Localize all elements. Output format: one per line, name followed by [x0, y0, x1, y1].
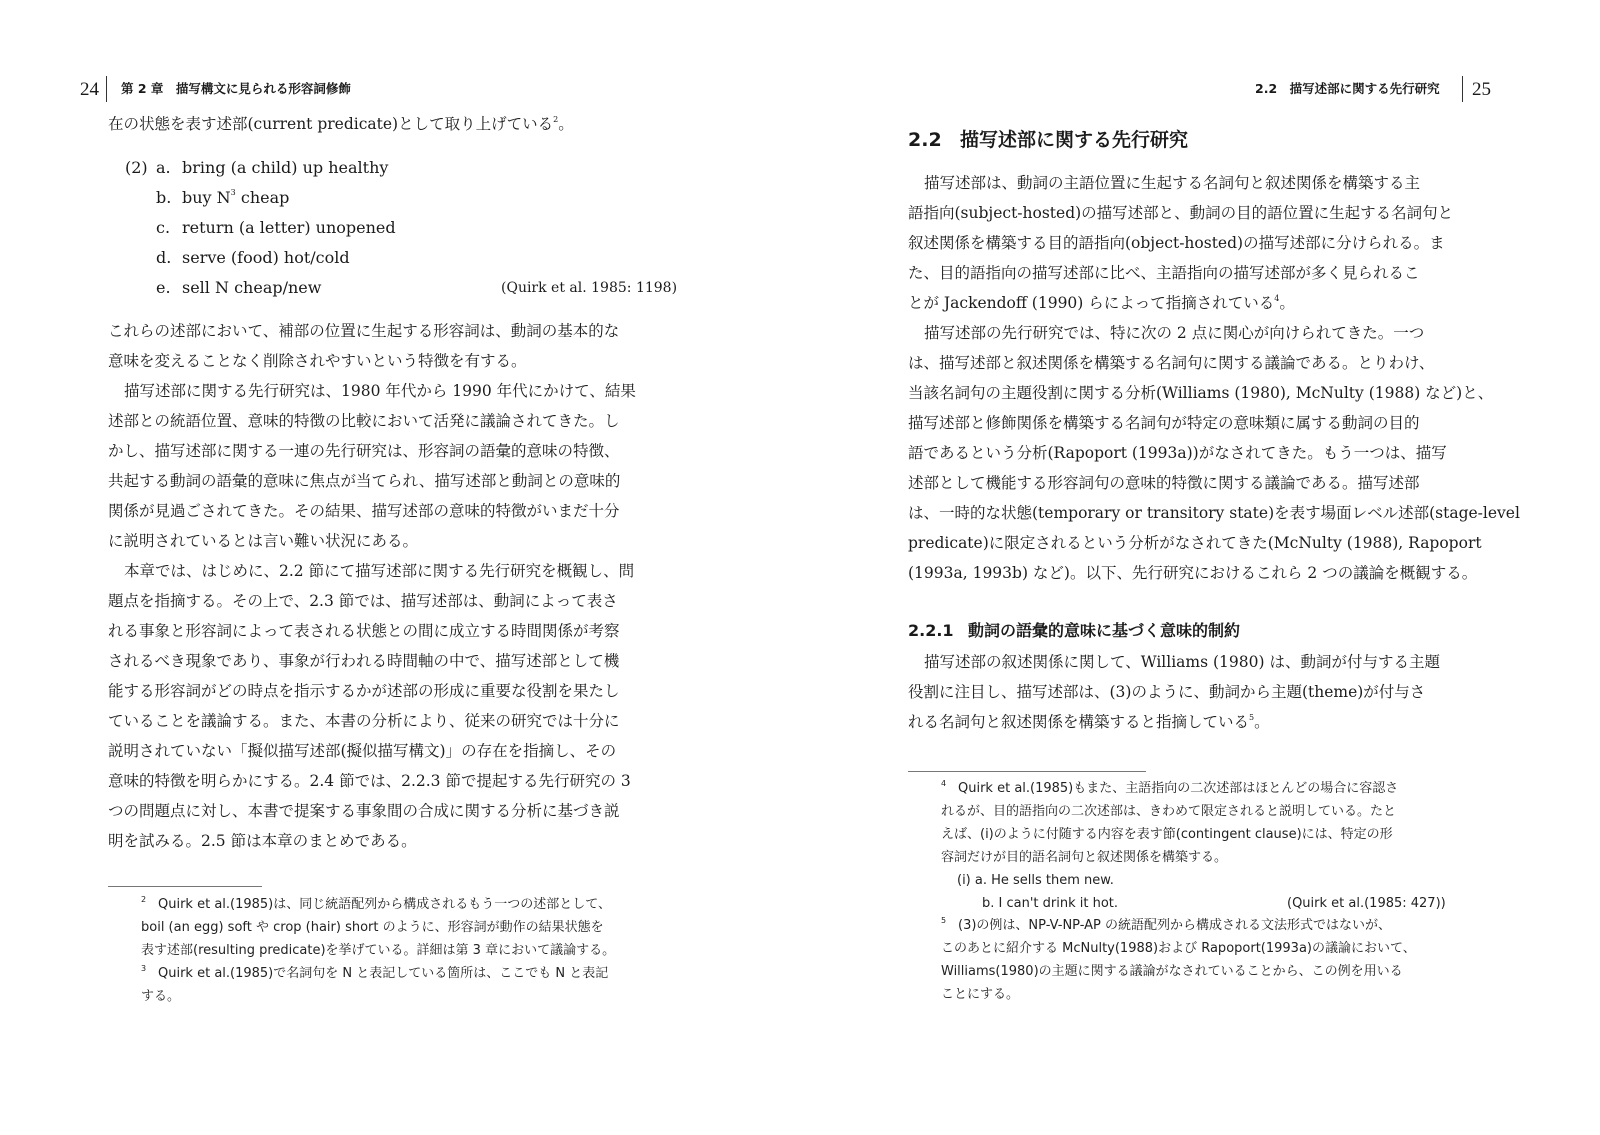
example-letter: e. [156, 278, 171, 297]
body-line: つの問題点に対し、本書で提案する事象間の合成に関する分析に基づき説 [108, 802, 620, 820]
body-line: 説明されていない「擬似描写述部(擬似描写構文)」の存在を指摘し、その [108, 742, 617, 760]
running-head: 2.2 描写述部に関する先行研究 [1255, 81, 1440, 96]
body-line: 題点を指摘する。その上で、2.3 節では、描写述部は、動詞によって表さ [108, 592, 618, 610]
body-line: predicate)に限定されるという分析がなされてきた(McNulty (1988), Rapoport [908, 534, 1482, 552]
body-line: は、描写述部と叙述関係を構築する名詞句に関する議論である。とりわけ、 [908, 354, 1435, 372]
example-citation: (Quirk et al. 1985: 1198) [501, 280, 678, 296]
footnote-ref: 4 [1274, 294, 1280, 303]
footnote-line: このあとに紹介する McNulty(1988)および Rapoport(1993a)の議論において、 [941, 941, 1416, 956]
body-line: これらの述部において、補部の位置に生起する形容詞は、動詞の基本的な [108, 322, 620, 340]
running-head: 第 2 章 描写構文に見られる形容詞修飾 [121, 81, 351, 96]
body-line: (1993a, 1993b) など)。以下、先行研究におけるこれら 2 つの議論を概観する。 [908, 564, 1478, 582]
body-line: 意味を変えることなく削除されやすいという特徴を有する。 [108, 352, 527, 370]
section-number: 2.2 [908, 129, 942, 151]
footnote-ref: 5 [1249, 713, 1255, 722]
body-line: 能する形容詞がどの時点を指示するかが述部の形成に重要な役割を果たし [108, 682, 620, 700]
subsection-title: 動詞の語彙的意味に基づく意味的制約 [968, 621, 1241, 640]
footnote-line: 表す述部(resulting predicate)を挙げている。詳細は第 3 章において議論する。 [141, 943, 616, 958]
example-number: (2) [125, 158, 148, 177]
body-line: 描写述部と修飾関係を構築する名詞句が特定の意味類に属する動詞の目的 [908, 414, 1420, 432]
page-number: 24 [80, 79, 99, 100]
footnote-citation: (Quirk et al.(1985: 427)) [1287, 896, 1446, 911]
footnote-rule [108, 886, 262, 887]
example-text: buy $N^3$ cheap [182, 188, 290, 207]
body-line: 本章では、はじめに、2.2 節にて描写述部に関する先行研究を概観し、問 [124, 562, 635, 580]
footnote-line: Williams(1980)の主題に関する議論がなされていることから、この例を用いる [941, 964, 1403, 979]
footnote-example: b. I can't drink it hot. [982, 896, 1119, 911]
footnote-line: えば、(i)のように付随する内容を表す節(contingent clause)には、特定の形 [941, 827, 1393, 842]
body-line: 描写述部の先行研究では、特に次の 2 点に関心が向けられてきた。一つ [924, 324, 1425, 342]
example-letter: c. [156, 218, 171, 237]
body-line: 描写述部は、動詞の主語位置に生起する名詞句と叙述関係を構築する主 [924, 174, 1421, 192]
header-divider [1462, 76, 1463, 102]
footnote-mark: 2 [141, 895, 147, 904]
subsection-number: 2.2.1 [908, 621, 954, 640]
section-title: 描写述部に関する先行研究 [960, 129, 1189, 151]
body-line: 役割に注目し、描写述部は、(3)のように、動詞から主題(theme)が付与さ [908, 683, 1426, 701]
footnote-ref: 2 [553, 115, 559, 124]
body-line: 述部との統語位置、意味的特徴の比較において活発に議論されてきた。し [108, 412, 620, 430]
footnote-mark: 4 [941, 779, 947, 788]
body-line: 当該名詞句の主題役割に関する分析(Williams (1980), McNulty (1988) など)と、 [908, 384, 1494, 402]
footnote-ref: 3 [230, 188, 236, 197]
body-line: 語であるという分析(Rapoport (1993a))がなされてきた。もう一つは、描写 [908, 444, 1447, 462]
body-line: に説明されているとは言い難い状況にある。 [108, 532, 419, 550]
body-line: れる事象と形容詞によって表される状態との間に成立する時間関係が考察 [108, 622, 620, 640]
footnote-line: Quirk et al.(1985)は、同じ統語配列から構成されるもう一つの述部として、 [158, 897, 611, 912]
body-line: されるべき現象であり、事象が行われる時間軸の中で、描写述部として機 [108, 652, 620, 670]
footnote-line: れるが、目的語指向の二次述部は、きわめて限定されると説明している。たと [941, 804, 1397, 819]
example-letter: a. [156, 158, 171, 177]
body-line: 叙述関係を構築する目的語指向(object-hosted)の描写述部に分けられる。ま [908, 234, 1445, 252]
body-line: 明を試みる。2.5 節は本章のまとめである。 [108, 832, 417, 850]
example-letter: b. [156, 188, 172, 207]
footnote-line: Quirk et al.(1985)もまた、主語指向の二次述部はほとんどの場合に容認さ [958, 781, 1399, 796]
footnote-line: boil (an egg) soft や crop (hair) short のように、形容詞が動作の結果状態を [141, 920, 604, 935]
footnote-line: Quirk et al.(1985)で名詞句を N と表記している箇所は、ここでも N と表記 [158, 966, 609, 981]
body-line: 描写述部の叙述関係に関して、Williams (1980) は、動詞が付与する主題 [924, 653, 1440, 671]
footnote-line: 容詞だけが目的語名詞句と叙述関係を構築する。 [941, 850, 1228, 865]
right-page [800, 0, 1600, 1135]
footnote-rule [908, 771, 1146, 772]
body-line: 関係が見過ごされてきた。その結果、描写述部の意味的特徴がいまだ十分 [108, 502, 620, 520]
example-text: serve (food) hot/cold [182, 248, 350, 267]
footnote-line: する。 [141, 989, 181, 1004]
example-text: return (a letter) unopened [182, 218, 396, 237]
intro-line: 在の状態を表す述部(current predicate)として取り上げている$^2$。 [108, 115, 574, 133]
body-line: 描写述部に関する先行研究は、1980 年代から 1990 年代にかけて、結果 [124, 382, 636, 400]
body-line: とが Jackendoff (1990) らによって指摘されている$^4$。 [908, 294, 1295, 312]
footnote-line: ことにする。 [941, 987, 1020, 1002]
footnote-example: (i) a. He sells them new. [957, 873, 1114, 888]
body-line: た、目的語指向の描写述部に比べ、主語指向の描写述部が多く見られるこ [908, 264, 1420, 282]
body-line: ていることを議論する。また、本書の分析により、従来の研究では十分に [108, 712, 620, 730]
footnote-mark: 3 [141, 964, 147, 973]
example-text: sell N cheap/new [182, 278, 322, 297]
header-divider [106, 76, 107, 102]
body-line: は、一時的な状態(temporary or transitory state)を表す場面レベル述部(stage-level [908, 504, 1520, 522]
body-line: れる名詞句と叙述関係を構築すると指摘している$^5$。 [908, 713, 1270, 731]
example-text: bring (a child) up healthy [182, 158, 389, 177]
body-line: 述部として機能する形容詞句の意味的特徴に関する議論である。描写述部 [908, 474, 1420, 492]
example-letter: d. [156, 248, 172, 267]
body-line: 語指向(subject-hosted)の描写述部と、動詞の目的語位置に生起する名詞句と [908, 204, 1454, 222]
body-line: かし、描写述部に関する一連の先行研究は、形容詞の語彙的意味の特徴、 [108, 442, 620, 460]
footnote-mark: 5 [941, 916, 947, 925]
page-number: 25 [1472, 79, 1491, 100]
body-line: 意味的特徴を明らかにする。2.4 節では、2.2.3 節で提起する先行研究の 3 [108, 772, 631, 790]
body-line: 共起する動詞の語彙的意味に焦点が当てられ、描写述部と動詞との意味的 [108, 472, 621, 490]
footnote-line: (3)の例は、NP-V-NP-AP の統語配列から構成される文法形式ではないが、 [958, 918, 1391, 933]
